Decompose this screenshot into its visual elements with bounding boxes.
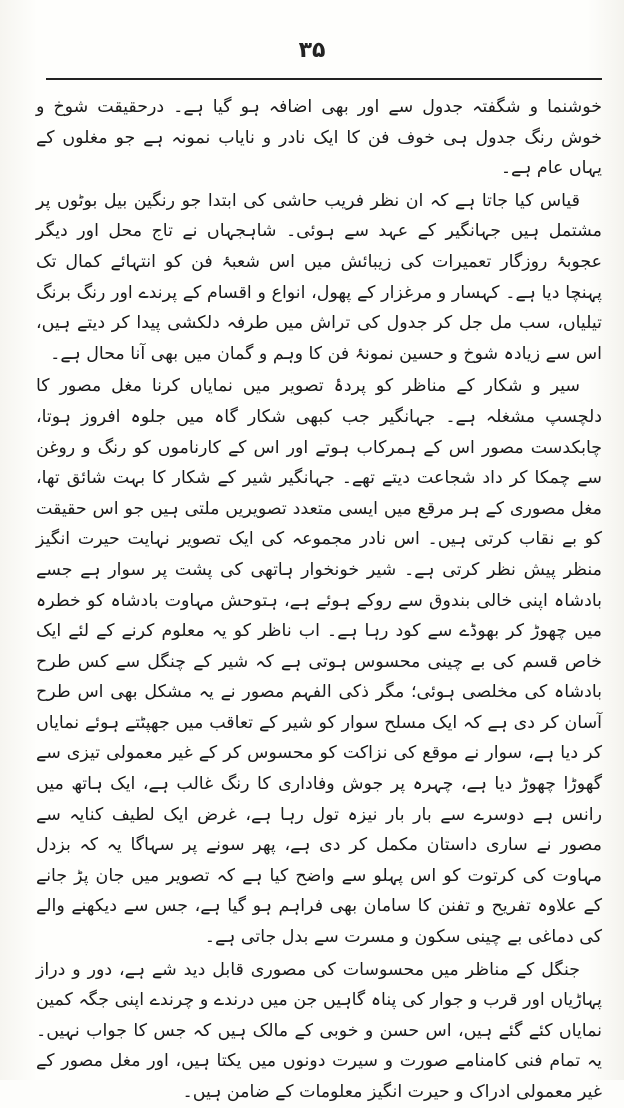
paragraph-3: سیر و شکار کے مناظر کو پردۂ تصویر میں نمایاں کرنا مغل مصور کا دلچسپ مشغلہ ہے۔ جہانگیر جب کبھی شکار گاہ میں جلوہ افروز ہوتا، چابکدست مصور اس کے ہمرکاب ہوتے اور اس کے کارناموں کو رنگ و روغن سے چمکا کر داد شجاعت دیتے تھے۔ جہانگیر شیر کے شکار کا بہت شائق تھا، مغل مصوری کے ہر مرقع میں ایسی متعدد تصویریں ملتی ہیں جو اس حقیقت کو بے نقاب کرتی ہیں۔ اس نادر مجموعہ کی ایک تصویر نہایت حیرت انگیز منظر پیش نظر کرتی ہے۔ شیر خونخوار ہاتھی کی پشت پر سوار ہے جسے بادشاہ اپنی خالی بندوق سے روکے ہوئے ہے، ہتوحش مہاوت بادشاہ کو خطرہ میں چھوڑ کر بھوڈے سے کود رہا ہے۔ اب ناظر کو یہ معلوم کرنے کے لئے ایک خاص قسم کی بے چینی محسوس ہوتی ہے کہ شیر کے چنگل سے کس طرح بادشاہ کی مخلصی ہوئی؛ مگر ذکی الفہم مصور نے یہ مشکل بھی اس طرح آسان کر دی ہے کہ ایک مسلح سوار کو شیر کے تعاقب میں جھپٹتے ہوئے نمایاں کر دیا ہے، سوار نے موقع کی نزاکت کو محسوس کر کے غیر معمولی تیزی سے گھوڑا چھوڑ دیا ہے، چہرہ پر جوش وفاداری کا رنگ غالب ہے، ایک ہاتھ میں رانس ہے دوسرے سے بار بار نیزہ تول رہا ہے، غرض ایک لطیف کنایہ سے مصور نے ساری داستان مکمل کر دی ہے، پھر سونے پر سہاگا یہ کہ بزدل مہاوت کی کرتوت کو اس پہلو سے واضح کیا ہے کہ تصویر میں جان پڑ جانے کے علاوہ تفریح و تفنن کا سامان بھی فراہم ہو گیا ہے، جس سے دیکھنے والے کی دماغی بے چینی سکون و مسرت سے بدل جاتی ہے۔ bbox=[36, 376, 602, 948]
page-number: ۳۵ bbox=[298, 38, 326, 63]
paragraph-4: جنگل کے مناظر میں محسوسات کی مصوری قابل دید شے ہے، دور و دراز پہاڑیاں اور قرب و جوار کی پناہ گاہیں جن میں درندے و چرندے اپنی جگہ کمین نمایاں کئے گئے ہیں، اس حسن و خوبی کے مالک ہیں کہ جس کا جواب نہیں۔ یہ تمام فنی کامنامے صورت و سیرت دونوں میں یکتا ہیں، اور مغل مصور کے غیر معمولی ادراک و حیرت انگیز معلومات کے ضامن ہیں۔ bbox=[36, 959, 602, 1102]
page-body bbox=[36, 92, 602, 1102]
paragraph-2: قیاس کیا جاتا ہے کہ ان نظر فریب حاشی کی ابتدا جو رنگین بیل بوٹوں پر مشتمل ہیں جہانگیر کے عہد سے ہوئی۔ شاہجہاں نے تاج محل اور دیگر عجوبۂ روزگار تعمیرات کی زیبائش میں اس شعبۂ فن کو انتہائے کمال تک پہنچا دیا ہے۔ کہسار و مرغزار کے پھول، انواع و اقسام کے پرندے اور رنگ برنگ تیلیاں، سب مل جل کر جدول کی تراش میں طرفہ دلکشی پیدا کر دیتے ہیں، اس سے زیادہ شوخ و حسین نمونۂ فن کا وہم و گمان میں بھی آنا محال ہے۔ bbox=[36, 190, 602, 364]
paragraph-1: خوشنما و شگفتہ جدول سے اور بھی اضافہ ہو گیا ہے۔ درحقیقت شوخ و خوش رنگ جدول ہی خوف فن کا ایک نادر و نایاب نمونہ ہے جو مغلوں کے یہاں عام ہے۔ bbox=[36, 97, 602, 179]
header-rule bbox=[46, 78, 602, 80]
